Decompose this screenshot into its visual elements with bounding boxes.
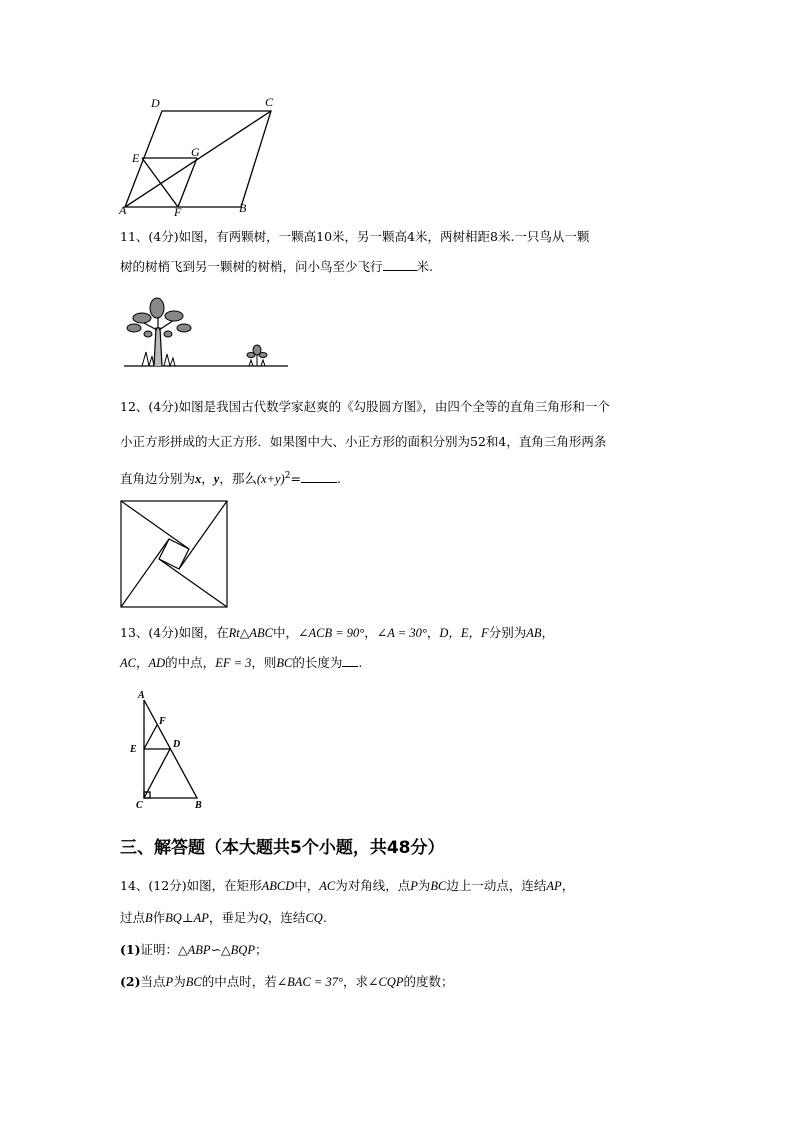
sub-question-2: (2)当点P为BC的中点时，若∠BAC = 37°，求∠CQP的度数； — [120, 974, 454, 989]
section-heading: 三、解答题（本大题共5个小题，共48分） — [120, 838, 445, 858]
question-13: 13、(4分)如图，在Rt△ABC中，∠ACB = 90°，∠A = 30°，D，E，F分别为AB， AC，AD的中点，EF = 3，则BC的长度为 . — [120, 625, 555, 670]
label-d: D — [173, 739, 181, 750]
answer-blank — [342, 654, 358, 667]
label-f: F — [159, 716, 166, 727]
question-12: 12、(4分)如图是我国古代数学家赵爽的《勾股圆方图》，由四个全等的直角三角形和一个 小正方形拼成的大正方形．如果图中大、小正方形的面积分别为52和4，直角三角形两条 直角边分别为x，y，那么$(x+y)^2=$ . — [120, 399, 610, 487]
right-triangle-figure — [125, 688, 215, 810]
label-e: E — [130, 744, 137, 755]
label-c: C — [265, 95, 274, 109]
answer-blank — [301, 470, 337, 483]
question-number: 11、(4分) — [120, 229, 179, 244]
answer-blank — [383, 258, 417, 271]
parallelogram-figure — [115, 92, 290, 222]
label-f: F — [174, 205, 182, 219]
label-g: G — [191, 145, 200, 159]
label-a: A — [119, 203, 127, 217]
label-b: B — [195, 800, 202, 810]
label-c: C — [136, 800, 143, 810]
label-e: E — [132, 151, 140, 165]
question-11: 11、(4分)如图，有两颗树，一颗高10米，另一颗高4米，两树相距8米.一只鸟从一颗 树的树梢飞到另一颗树的树梢，问小鸟至少飞行 米. — [120, 229, 590, 274]
zhao-shuang-square-figure — [119, 499, 229, 609]
sub-question-1: (1)证明：△ABP∽△BQP； — [120, 942, 268, 957]
question-14: 14、(12分)如图，在矩形ABCD中，AC为对角线，点P为BC边上一动点，连结AP， 过点B作BQ⊥AP，垂足为Q，连结CQ. (1)证明：△ABP∽△BQP； (2)当点P为BC的中点时，若∠BAC = 37°，求∠CQP的度数； — [120, 870, 710, 998]
label-b: B — [239, 201, 247, 215]
question-number: 12、(4分) — [120, 399, 179, 414]
label-a: A — [138, 690, 145, 701]
question-number: 13、(4分) — [120, 625, 179, 640]
label-d: D — [151, 96, 160, 110]
trees-figure — [120, 294, 292, 370]
question-number: 14、(12分) — [120, 878, 187, 893]
